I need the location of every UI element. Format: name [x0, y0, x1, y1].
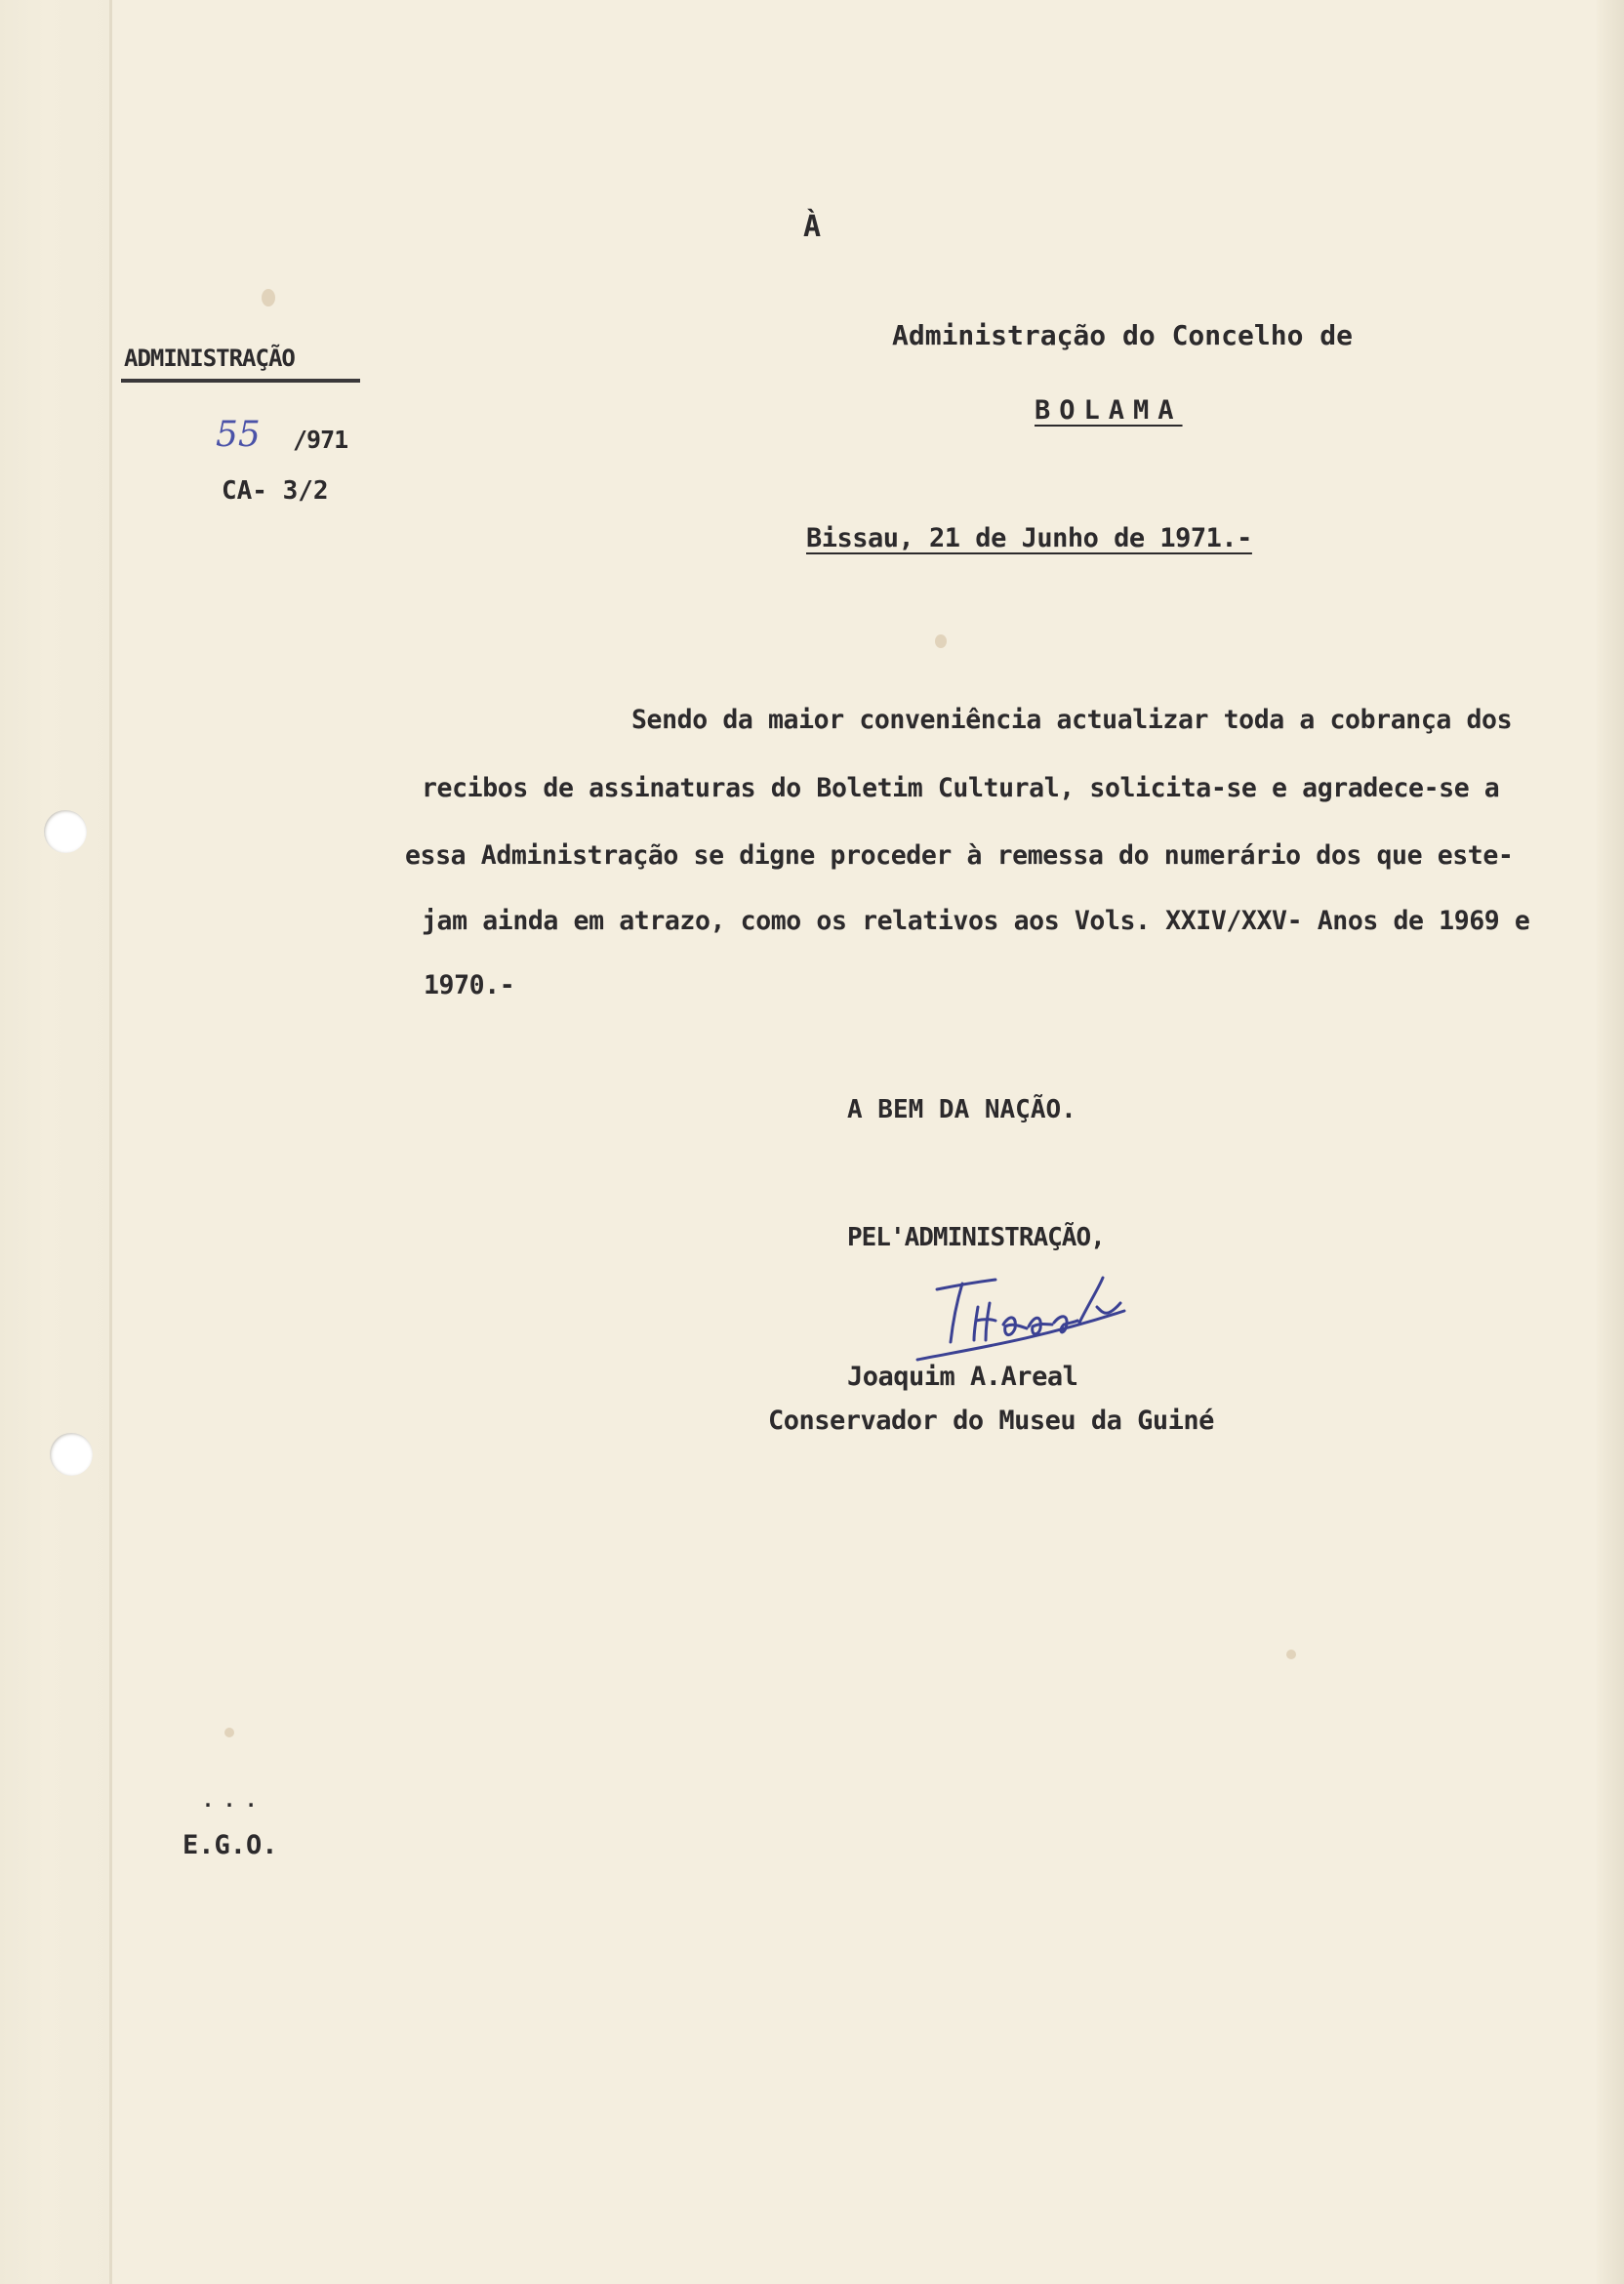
attention-mark: À: [803, 210, 822, 244]
signer-name: Joaquim A.Areal: [847, 1362, 1078, 1392]
paper-stain: [935, 634, 947, 648]
closing-salutation: A BEM DA NAÇÃO.: [847, 1095, 1076, 1124]
footer-dots: ...: [202, 1788, 267, 1812]
handwritten-signature: [898, 1264, 1132, 1371]
date-line: Bissau, 21 de Junho de 1971.-: [806, 523, 1252, 553]
body-line: essa Administração se digne proceder à remessa do numerário dos que este-: [405, 840, 1514, 871]
punch-hole-top: [44, 810, 87, 853]
on-behalf-line: PEL'ADMINISTRAÇÃO,: [847, 1223, 1105, 1252]
punch-hole-bottom: [50, 1433, 93, 1476]
body-line: recibos de assinaturas do Boletim Cultural, solicita-se e agradece-se a: [422, 773, 1500, 803]
paper-stain: [262, 289, 275, 306]
paper-fold-line: [109, 0, 112, 2284]
department-stamp: ADMINISTRAÇÃO: [124, 345, 295, 372]
recipient-line: Administração do Concelho de: [892, 319, 1354, 351]
recipient-place: BOLAMA: [1035, 395, 1183, 426]
reference-suffix: /971: [293, 426, 348, 454]
paper-stain: [1286, 1650, 1296, 1659]
signer-title: Conservador do Museu da Guiné: [768, 1406, 1214, 1436]
paper-left-margin: [0, 0, 112, 2284]
handwritten-reference-number: 55: [216, 415, 261, 455]
paper-stain: [224, 1728, 234, 1737]
paper-right-edge: [1597, 0, 1624, 2284]
body-line: 1970.-: [424, 970, 515, 1000]
body-line: Sendo da maior conveniência actualizar toda a cobrança dos: [631, 705, 1513, 735]
body-line: jam ainda em atrazo, como os relativos aos Vols. XXIV/XXV- Anos de 1969 e: [422, 906, 1530, 936]
typist-initials: E.G.O.: [183, 1830, 278, 1860]
file-code: CA- 3/2: [222, 476, 329, 506]
department-underline: [121, 379, 360, 383]
